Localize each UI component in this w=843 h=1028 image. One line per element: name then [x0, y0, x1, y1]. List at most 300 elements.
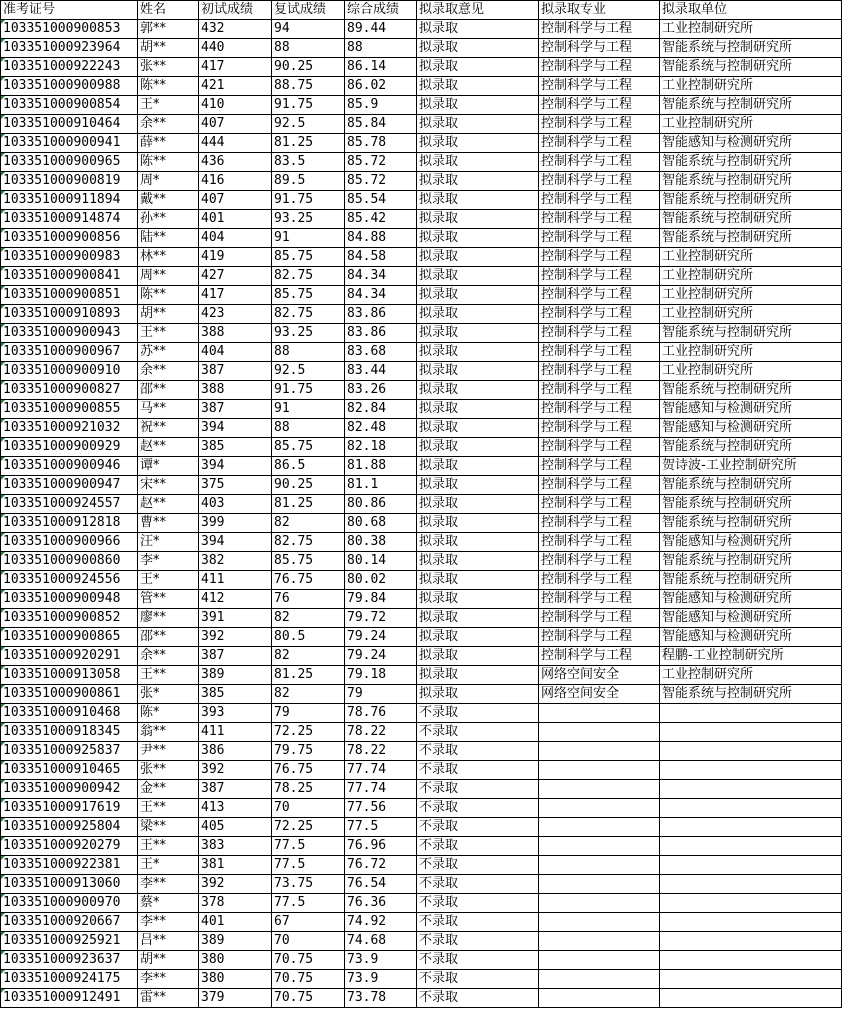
retest-score-cell: 85.75: [272, 552, 345, 571]
name-cell: 翁**: [138, 723, 199, 742]
name-cell: 周*: [138, 172, 199, 191]
decision-cell: 不录取: [417, 761, 539, 780]
decision-cell: 不录取: [417, 913, 539, 932]
prelim-score-cell: 423: [199, 305, 272, 324]
major-cell: 控制科学与工程: [539, 286, 660, 305]
prelim-score-cell: 394: [199, 533, 272, 552]
unit-cell: 智能系统与控制研究所: [660, 153, 842, 172]
name-cell: 邵**: [138, 381, 199, 400]
major-cell: [539, 761, 660, 780]
major-cell: [539, 856, 660, 875]
retest-score-cell: 85.75: [272, 286, 345, 305]
prelim-score-cell: 440: [199, 39, 272, 58]
name-cell: 金**: [138, 780, 199, 799]
name-cell: 胡**: [138, 951, 199, 970]
header-exam-id: 准考证号: [1, 1, 138, 20]
retest-score-cell: 77.5: [272, 837, 345, 856]
major-cell: 控制科学与工程: [539, 153, 660, 172]
name-cell: 张**: [138, 58, 199, 77]
total-score-cell: 77.74: [345, 780, 417, 799]
retest-score-cell: 78.25: [272, 780, 345, 799]
exam-id-cell: 103351000924175: [1, 970, 138, 989]
decision-cell: 不录取: [417, 951, 539, 970]
major-cell: 控制科学与工程: [539, 324, 660, 343]
prelim-score-cell: 381: [199, 856, 272, 875]
prelim-score-cell: 404: [199, 229, 272, 248]
table-row: [1, 609, 842, 628]
exam-id-cell: 103351000921032: [1, 419, 138, 438]
total-score-cell: 79.24: [345, 647, 417, 666]
major-cell: [539, 913, 660, 932]
prelim-score-cell: 392: [199, 628, 272, 647]
prelim-score-cell: 382: [199, 552, 272, 571]
total-score-cell: 80.68: [345, 514, 417, 533]
decision-cell: 拟录取: [417, 248, 539, 267]
unit-cell: [660, 875, 842, 894]
name-cell: 王**: [138, 799, 199, 818]
decision-cell: 不录取: [417, 723, 539, 742]
exam-id-cell: 103351000911894: [1, 191, 138, 210]
decision-cell: 不录取: [417, 932, 539, 951]
unit-cell: 智能感知与检测研究所: [660, 609, 842, 628]
decision-cell: 拟录取: [417, 590, 539, 609]
name-cell: 郭**: [138, 20, 199, 39]
unit-cell: 智能系统与控制研究所: [660, 58, 842, 77]
major-cell: 控制科学与工程: [539, 134, 660, 153]
exam-id-cell: 103351000900946: [1, 457, 138, 476]
name-cell: 谭*: [138, 457, 199, 476]
exam-id-cell: 103351000920667: [1, 913, 138, 932]
total-score-cell: 78.22: [345, 723, 417, 742]
name-cell: 王**: [138, 666, 199, 685]
prelim-score-cell: 380: [199, 970, 272, 989]
prelim-score-cell: 401: [199, 210, 272, 229]
prelim-score-cell: 391: [199, 609, 272, 628]
retest-score-cell: 80.5: [272, 628, 345, 647]
table-row: [1, 913, 842, 932]
decision-cell: 拟录取: [417, 77, 539, 96]
retest-score-cell: 82: [272, 609, 345, 628]
table-row: [1, 39, 842, 58]
decision-cell: 拟录取: [417, 229, 539, 248]
prelim-score-cell: 394: [199, 457, 272, 476]
retest-score-cell: 82: [272, 514, 345, 533]
exam-id-cell: 103351000900910: [1, 362, 138, 381]
retest-score-cell: 92.5: [272, 115, 345, 134]
exam-id-cell: 103351000920291: [1, 647, 138, 666]
retest-score-cell: 82.75: [272, 267, 345, 286]
decision-cell: 拟录取: [417, 362, 539, 381]
name-cell: 孙**: [138, 210, 199, 229]
unit-cell: [660, 894, 842, 913]
name-cell: 周**: [138, 267, 199, 286]
major-cell: [539, 799, 660, 818]
table-row: [1, 324, 842, 343]
retest-score-cell: 91.75: [272, 191, 345, 210]
decision-cell: 不录取: [417, 704, 539, 723]
name-cell: 戴**: [138, 191, 199, 210]
prelim-score-cell: 403: [199, 495, 272, 514]
total-score-cell: 84.34: [345, 286, 417, 305]
major-cell: [539, 837, 660, 856]
prelim-score-cell: 385: [199, 685, 272, 704]
retest-score-cell: 90.25: [272, 476, 345, 495]
major-cell: 控制科学与工程: [539, 191, 660, 210]
table-row: [1, 495, 842, 514]
name-cell: 王*: [138, 856, 199, 875]
name-cell: 陈**: [138, 153, 199, 172]
table-row: [1, 552, 842, 571]
major-cell: [539, 951, 660, 970]
header-total-score: 综合成绩: [345, 1, 417, 20]
table-row: [1, 58, 842, 77]
total-score-cell: 79.84: [345, 590, 417, 609]
total-score-cell: 82.48: [345, 419, 417, 438]
name-cell: 邵**: [138, 628, 199, 647]
name-cell: 胡**: [138, 305, 199, 324]
unit-cell: 智能系统与控制研究所: [660, 96, 842, 115]
major-cell: 控制科学与工程: [539, 39, 660, 58]
prelim-score-cell: 394: [199, 419, 272, 438]
major-cell: [539, 894, 660, 913]
name-cell: 陆**: [138, 229, 199, 248]
prelim-score-cell: 417: [199, 286, 272, 305]
total-score-cell: 76.54: [345, 875, 417, 894]
prelim-score-cell: 387: [199, 362, 272, 381]
header-retest-score: 复试成绩: [272, 1, 345, 20]
table-row: [1, 267, 842, 286]
prelim-score-cell: 407: [199, 191, 272, 210]
exam-id-cell: 103351000900819: [1, 172, 138, 191]
unit-cell: 工业控制研究所: [660, 666, 842, 685]
unit-cell: [660, 761, 842, 780]
table-row: [1, 419, 842, 438]
major-cell: 控制科学与工程: [539, 495, 660, 514]
major-cell: 控制科学与工程: [539, 514, 660, 533]
total-score-cell: 85.54: [345, 191, 417, 210]
major-cell: 控制科学与工程: [539, 115, 660, 134]
retest-score-cell: 76: [272, 590, 345, 609]
name-cell: 陈**: [138, 286, 199, 305]
major-cell: [539, 970, 660, 989]
unit-cell: 智能感知与检测研究所: [660, 400, 842, 419]
name-cell: 王**: [138, 324, 199, 343]
decision-cell: 拟录取: [417, 400, 539, 419]
retest-score-cell: 70.75: [272, 970, 345, 989]
unit-cell: 工业控制研究所: [660, 286, 842, 305]
retest-score-cell: 91.75: [272, 96, 345, 115]
retest-score-cell: 67: [272, 913, 345, 932]
major-cell: [539, 704, 660, 723]
prelim-score-cell: 386: [199, 742, 272, 761]
retest-score-cell: 70.75: [272, 989, 345, 1008]
total-score-cell: 88: [345, 39, 417, 58]
total-score-cell: 77.74: [345, 761, 417, 780]
table-row: [1, 400, 842, 419]
total-score-cell: 78.76: [345, 704, 417, 723]
table-row: [1, 134, 842, 153]
major-cell: [539, 875, 660, 894]
exam-id-cell: 103351000900851: [1, 286, 138, 305]
exam-id-cell: 103351000900856: [1, 229, 138, 248]
exam-id-cell: 103351000914874: [1, 210, 138, 229]
table-row: [1, 96, 842, 115]
exam-id-cell: 103351000912818: [1, 514, 138, 533]
header-major: 拟录取专业: [539, 1, 660, 20]
table-row: [1, 153, 842, 172]
unit-cell: [660, 704, 842, 723]
unit-cell: [660, 837, 842, 856]
prelim-score-cell: 411: [199, 571, 272, 590]
table-row: [1, 799, 842, 818]
table-row: [1, 438, 842, 457]
decision-cell: 拟录取: [417, 647, 539, 666]
prelim-score-cell: 388: [199, 324, 272, 343]
unit-cell: [660, 913, 842, 932]
total-score-cell: 80.86: [345, 495, 417, 514]
table-row: [1, 381, 842, 400]
unit-cell: [660, 799, 842, 818]
exam-id-cell: 103351000910465: [1, 761, 138, 780]
unit-cell: 工业控制研究所: [660, 248, 842, 267]
table-row: [1, 590, 842, 609]
major-cell: 控制科学与工程: [539, 571, 660, 590]
exam-id-cell: 103351000924557: [1, 495, 138, 514]
decision-cell: 拟录取: [417, 191, 539, 210]
exam-id-cell: 103351000900853: [1, 20, 138, 39]
total-score-cell: 84.58: [345, 248, 417, 267]
table-row: [1, 780, 842, 799]
table-row: [1, 818, 842, 837]
unit-cell: 智能感知与检测研究所: [660, 134, 842, 153]
header-prelim-score: 初试成绩: [199, 1, 272, 20]
total-score-cell: 80.02: [345, 571, 417, 590]
total-score-cell: 82.18: [345, 438, 417, 457]
table-row: [1, 837, 842, 856]
total-score-cell: 85.42: [345, 210, 417, 229]
retest-score-cell: 70: [272, 799, 345, 818]
major-cell: 控制科学与工程: [539, 229, 660, 248]
prelim-score-cell: 378: [199, 894, 272, 913]
decision-cell: 不录取: [417, 989, 539, 1008]
unit-cell: 智能系统与控制研究所: [660, 438, 842, 457]
unit-cell: [660, 723, 842, 742]
decision-cell: 拟录取: [417, 39, 539, 58]
exam-id-cell: 103351000918345: [1, 723, 138, 742]
retest-score-cell: 77.5: [272, 856, 345, 875]
name-cell: 雷**: [138, 989, 199, 1008]
exam-id-cell: 103351000923637: [1, 951, 138, 970]
unit-cell: 工业控制研究所: [660, 115, 842, 134]
exam-id-cell: 103351000900841: [1, 267, 138, 286]
exam-id-cell: 103351000900865: [1, 628, 138, 647]
major-cell: 控制科学与工程: [539, 20, 660, 39]
exam-id-cell: 103351000900929: [1, 438, 138, 457]
exam-id-cell: 103351000922381: [1, 856, 138, 875]
exam-id-cell: 103351000900967: [1, 343, 138, 362]
exam-id-cell: 103351000900943: [1, 324, 138, 343]
retest-score-cell: 82: [272, 647, 345, 666]
prelim-score-cell: 380: [199, 951, 272, 970]
unit-cell: 智能系统与控制研究所: [660, 571, 842, 590]
unit-cell: [660, 970, 842, 989]
retest-score-cell: 72.25: [272, 818, 345, 837]
major-cell: 控制科学与工程: [539, 172, 660, 191]
unit-cell: [660, 818, 842, 837]
name-cell: 李**: [138, 913, 199, 932]
prelim-score-cell: 444: [199, 134, 272, 153]
decision-cell: 拟录取: [417, 210, 539, 229]
table-row: [1, 989, 842, 1008]
table-row: [1, 514, 842, 533]
major-cell: 控制科学与工程: [539, 248, 660, 267]
name-cell: 薛**: [138, 134, 199, 153]
exam-id-cell: 103351000923964: [1, 39, 138, 58]
total-score-cell: 81.1: [345, 476, 417, 495]
major-cell: 控制科学与工程: [539, 210, 660, 229]
exam-id-cell: 103351000917619: [1, 799, 138, 818]
unit-cell: 智能系统与控制研究所: [660, 552, 842, 571]
total-score-cell: 89.44: [345, 20, 417, 39]
prelim-score-cell: 411: [199, 723, 272, 742]
retest-score-cell: 77.5: [272, 894, 345, 913]
major-cell: [539, 818, 660, 837]
unit-cell: 智能系统与控制研究所: [660, 495, 842, 514]
unit-cell: 工业控制研究所: [660, 362, 842, 381]
prelim-score-cell: 383: [199, 837, 272, 856]
total-score-cell: 86.14: [345, 58, 417, 77]
exam-id-cell: 103351000925837: [1, 742, 138, 761]
name-cell: 李*: [138, 552, 199, 571]
retest-score-cell: 91: [272, 400, 345, 419]
table-row: [1, 666, 842, 685]
exam-id-cell: 103351000910464: [1, 115, 138, 134]
unit-cell: 智能感知与检测研究所: [660, 533, 842, 552]
name-cell: 王*: [138, 571, 199, 590]
exam-id-cell: 103351000900948: [1, 590, 138, 609]
prelim-score-cell: 416: [199, 172, 272, 191]
total-score-cell: 82.84: [345, 400, 417, 419]
unit-cell: 工业控制研究所: [660, 267, 842, 286]
total-score-cell: 84.88: [345, 229, 417, 248]
total-score-cell: 78.22: [345, 742, 417, 761]
total-score-cell: 73.9: [345, 951, 417, 970]
retest-score-cell: 91.75: [272, 381, 345, 400]
unit-cell: 工业控制研究所: [660, 305, 842, 324]
decision-cell: 拟录取: [417, 286, 539, 305]
major-cell: 控制科学与工程: [539, 362, 660, 381]
unit-cell: 智能系统与控制研究所: [660, 210, 842, 229]
decision-cell: 拟录取: [417, 305, 539, 324]
retest-score-cell: 85.75: [272, 248, 345, 267]
unit-cell: 智能感知与检测研究所: [660, 590, 842, 609]
exam-id-cell: 103351000900966: [1, 533, 138, 552]
total-score-cell: 83.86: [345, 305, 417, 324]
unit-cell: 工业控制研究所: [660, 20, 842, 39]
retest-score-cell: 90.25: [272, 58, 345, 77]
unit-cell: 智能系统与控制研究所: [660, 381, 842, 400]
decision-cell: 拟录取: [417, 685, 539, 704]
decision-cell: 拟录取: [417, 115, 539, 134]
total-score-cell: 77.56: [345, 799, 417, 818]
major-cell: 控制科学与工程: [539, 609, 660, 628]
major-cell: 控制科学与工程: [539, 476, 660, 495]
table-row: [1, 647, 842, 666]
major-cell: 控制科学与工程: [539, 552, 660, 571]
table-row: [1, 761, 842, 780]
table-row: [1, 343, 842, 362]
table-row: [1, 115, 842, 134]
unit-cell: 智能系统与控制研究所: [660, 39, 842, 58]
prelim-score-cell: 399: [199, 514, 272, 533]
unit-cell: 智能感知与检测研究所: [660, 628, 842, 647]
major-cell: [539, 989, 660, 1008]
prelim-score-cell: 412: [199, 590, 272, 609]
retest-score-cell: 83.5: [272, 153, 345, 172]
header-unit: 拟录取单位: [660, 1, 842, 20]
unit-cell: 智能系统与控制研究所: [660, 172, 842, 191]
name-cell: 余**: [138, 115, 199, 134]
prelim-score-cell: 387: [199, 647, 272, 666]
decision-cell: 不录取: [417, 742, 539, 761]
exam-id-cell: 103351000900947: [1, 476, 138, 495]
decision-cell: 不录取: [417, 818, 539, 837]
total-score-cell: 76.96: [345, 837, 417, 856]
prelim-score-cell: 388: [199, 381, 272, 400]
unit-cell: [660, 742, 842, 761]
total-score-cell: 83.44: [345, 362, 417, 381]
major-cell: 控制科学与工程: [539, 457, 660, 476]
name-cell: 吕**: [138, 932, 199, 951]
unit-cell: [660, 989, 842, 1008]
retest-score-cell: 76.75: [272, 761, 345, 780]
unit-cell: [660, 856, 842, 875]
decision-cell: 拟录取: [417, 438, 539, 457]
prelim-score-cell: 413: [199, 799, 272, 818]
table-row: [1, 856, 842, 875]
retest-score-cell: 88: [272, 419, 345, 438]
table-row: [1, 286, 842, 305]
prelim-score-cell: 417: [199, 58, 272, 77]
major-cell: 控制科学与工程: [539, 400, 660, 419]
prelim-score-cell: 436: [199, 153, 272, 172]
name-cell: 林**: [138, 248, 199, 267]
unit-cell: 智能系统与控制研究所: [660, 476, 842, 495]
prelim-score-cell: 427: [199, 267, 272, 286]
total-score-cell: 85.9: [345, 96, 417, 115]
retest-score-cell: 89.5: [272, 172, 345, 191]
table-row: [1, 571, 842, 590]
exam-id-cell: 103351000900827: [1, 381, 138, 400]
prelim-score-cell: 410: [199, 96, 272, 115]
exam-id-cell: 103351000910468: [1, 704, 138, 723]
exam-id-cell: 103351000900861: [1, 685, 138, 704]
unit-cell: 智能系统与控制研究所: [660, 191, 842, 210]
decision-cell: 拟录取: [417, 343, 539, 362]
name-cell: 曹**: [138, 514, 199, 533]
table-row: [1, 875, 842, 894]
unit-cell: 智能系统与控制研究所: [660, 324, 842, 343]
major-cell: 控制科学与工程: [539, 533, 660, 552]
decision-cell: 拟录取: [417, 457, 539, 476]
exam-id-cell: 103351000900983: [1, 248, 138, 267]
retest-score-cell: 93.25: [272, 210, 345, 229]
retest-score-cell: 86.5: [272, 457, 345, 476]
name-cell: 宋**: [138, 476, 199, 495]
name-cell: 蔡*: [138, 894, 199, 913]
major-cell: [539, 932, 660, 951]
retest-score-cell: 81.25: [272, 495, 345, 514]
